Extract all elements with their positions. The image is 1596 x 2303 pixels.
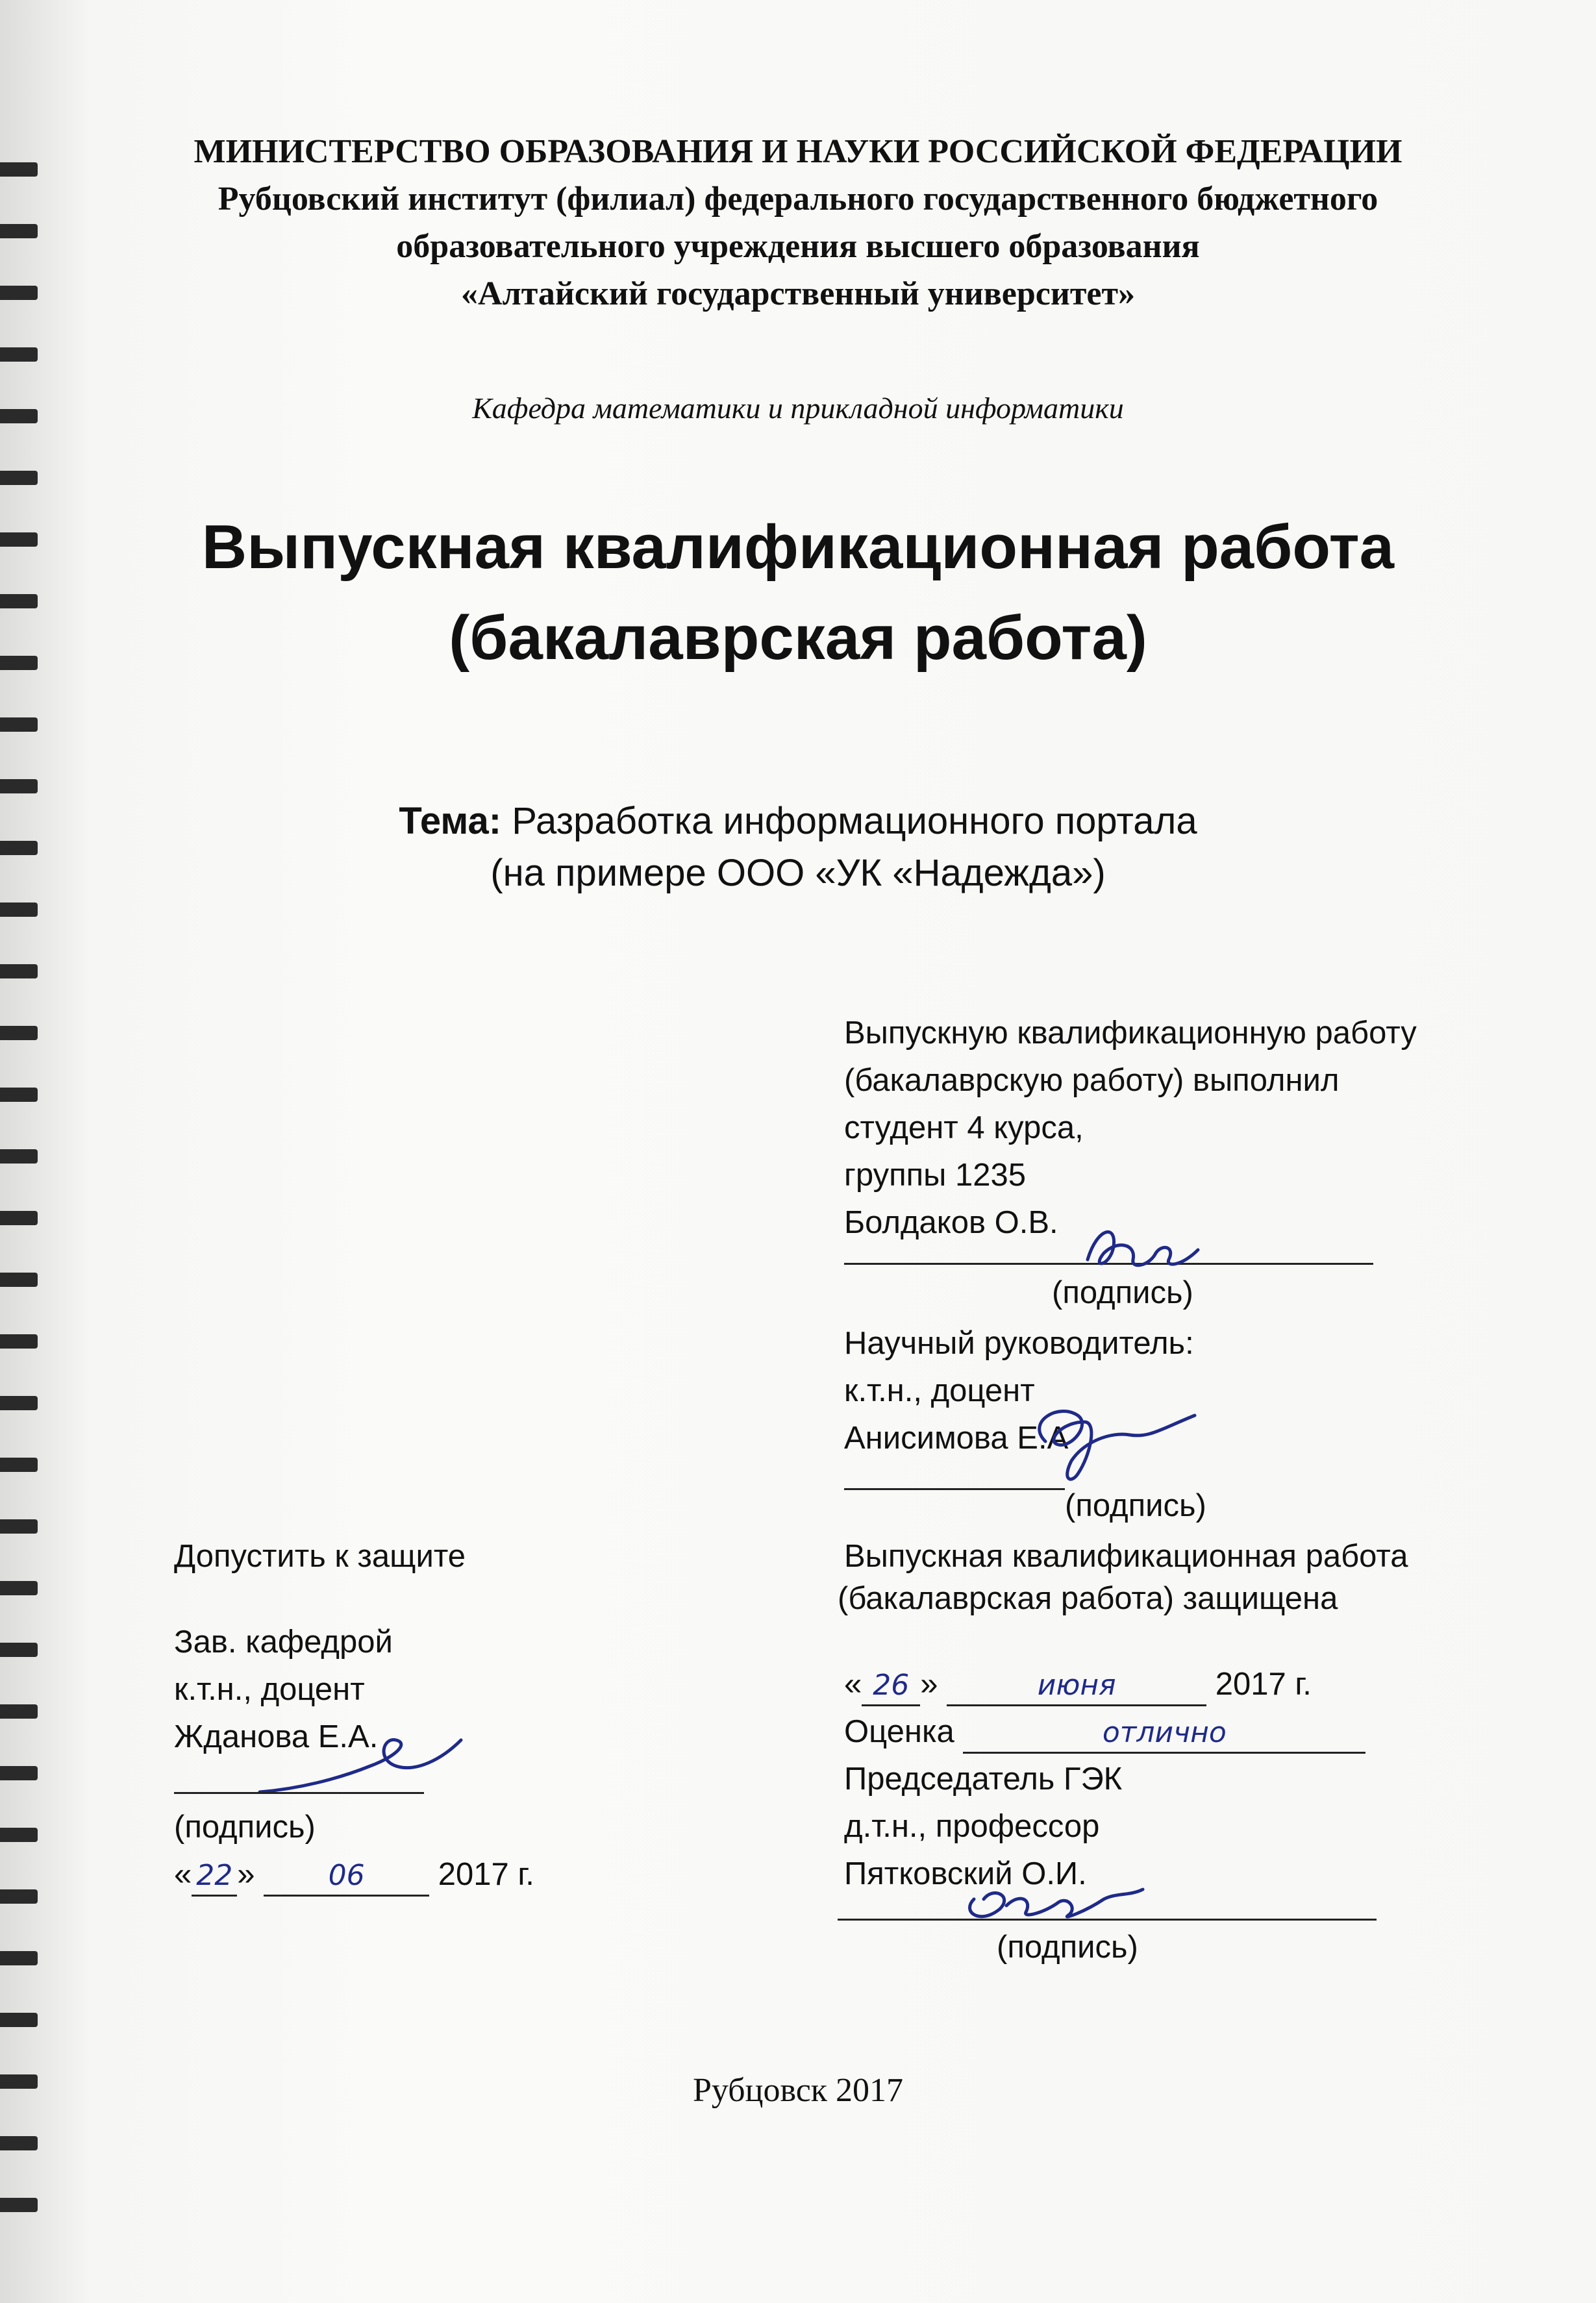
- grade-label: Оценка: [844, 1714, 954, 1749]
- chair-degree: д.т.н., профессор: [844, 1809, 1100, 1844]
- admit-signature-line: [174, 1792, 424, 1794]
- admit-date-year: 2017 г.: [438, 1857, 534, 1892]
- work-title-line-2: (бакалаврская работа): [449, 603, 1147, 673]
- binding-strip: [0, 1149, 38, 1164]
- defense-grade: [844, 1713, 1365, 1754]
- binding-strip: [0, 1643, 38, 1657]
- defense-date-day: 26: [862, 1667, 920, 1706]
- supervisor-signature: [1000, 1396, 1208, 1493]
- supervisor-degree: к.т.н., доцент: [844, 1373, 1035, 1408]
- topic-line-1: [0, 800, 1596, 843]
- student-line-4: группы 1235: [844, 1158, 1026, 1193]
- binding-strip: [0, 1273, 38, 1287]
- chair-label: Председатель ГЭК: [844, 1761, 1123, 1797]
- supervisor-label: Научный руководитель:: [844, 1326, 1194, 1361]
- admit-date-day: 22: [192, 1857, 237, 1897]
- admit-degree: к.т.н., доцент: [174, 1672, 365, 1707]
- binding-strip: [0, 1088, 38, 1102]
- binding-strip: [0, 2198, 38, 2212]
- admit-date: [174, 1856, 534, 1897]
- chair-signature-caption: (подпись): [997, 1930, 1138, 1965]
- work-title-line-1: Выпускная квалификационная работа: [201, 512, 1395, 582]
- binding-strip: [0, 347, 38, 362]
- defense-date-year: 2017 г.: [1215, 1667, 1312, 1702]
- binding-strip: [0, 1396, 38, 1410]
- admit-name: Жданова Е.А.: [174, 1719, 379, 1754]
- department-name: Кафедра математики и прикладной информатики: [472, 392, 1124, 425]
- topic-text: Разработка информационного портала: [501, 800, 1197, 842]
- student-line-3: студент 4 курса,: [844, 1110, 1084, 1145]
- student-signature: [1078, 1221, 1208, 1279]
- binding-strip: [0, 1828, 38, 1842]
- binding-strip: [0, 1951, 38, 1965]
- chair-signature-line: [838, 1919, 1377, 1921]
- defense-date: [844, 1665, 1312, 1706]
- binding-strip: [0, 2136, 38, 2150]
- student-signature-caption: (подпись): [1052, 1275, 1193, 1310]
- binding-strip: [0, 964, 38, 978]
- binding-strip: [0, 1211, 38, 1225]
- defense-date-close: »: [920, 1667, 938, 1702]
- binding-strip: [0, 1026, 38, 1040]
- admit-label: Допустить к защите: [174, 1539, 466, 1574]
- defense-date-month: июня: [947, 1667, 1206, 1706]
- binding-strip: [0, 1519, 38, 1534]
- binding-strip: [0, 1334, 38, 1349]
- admit-date-open: «: [174, 1857, 192, 1892]
- student-line-2: (бакалаврскую работу) выполнил: [844, 1063, 1340, 1098]
- student-name: Болдаков О.В.: [844, 1205, 1058, 1240]
- city-year: Рубцовск 2017: [692, 2072, 904, 2109]
- admit-position: Зав. кафедрой: [174, 1625, 393, 1660]
- defense-line-1: Выпускная квалификационная работа: [844, 1539, 1408, 1574]
- binding-strip: [0, 1704, 38, 1719]
- supervisor-signature-line: [844, 1488, 1065, 1490]
- binding-strip: [0, 2013, 38, 2027]
- binding-strip: [0, 779, 38, 793]
- admit-date-month: 06: [264, 1857, 429, 1897]
- binding-strip: [0, 1889, 38, 1904]
- binding-strip: [0, 1766, 38, 1780]
- binding-strip: [0, 1458, 38, 1472]
- university-name: «Алтайский государственный университет»: [461, 275, 1135, 312]
- defense-date-open: «: [844, 1667, 862, 1702]
- topic-label: Тема:: [399, 800, 502, 842]
- binding-strip: [0, 471, 38, 485]
- chair-name: Пятковский О.И.: [844, 1856, 1087, 1891]
- binding-strips: [0, 0, 45, 2303]
- topic-line-2: (на примере ООО «УК «Надежда»): [490, 852, 1106, 894]
- student-line-1: Выпускную квалификационную работу: [844, 1015, 1417, 1051]
- institute-line-2: образовательного учреждения высшего образования: [396, 228, 1200, 265]
- institute-line-1: Рубцовский институт (филиал) федерального государственного бюджетного: [218, 181, 1378, 218]
- admit-signature-caption: (подпись): [174, 1810, 316, 1845]
- ministry-heading: МИНИСТЕРСТВО ОБРАЗОВАНИЯ И НАУКИ РОССИЙСКОЙ ФЕДЕРАЦИИ: [193, 133, 1403, 170]
- supervisor-name: Анисимова Е.А: [844, 1421, 1069, 1456]
- binding-strip: [0, 717, 38, 732]
- binding-strip: [0, 1581, 38, 1595]
- defense-line-2: (бакалаврская работа) защищена: [838, 1581, 1338, 1616]
- binding-strip: [0, 903, 38, 917]
- grade-value: отлично: [963, 1714, 1365, 1754]
- chair-signature: [954, 1873, 1149, 1932]
- supervisor-signature-caption: (подпись): [1065, 1488, 1206, 1523]
- admit-date-close: »: [237, 1857, 255, 1892]
